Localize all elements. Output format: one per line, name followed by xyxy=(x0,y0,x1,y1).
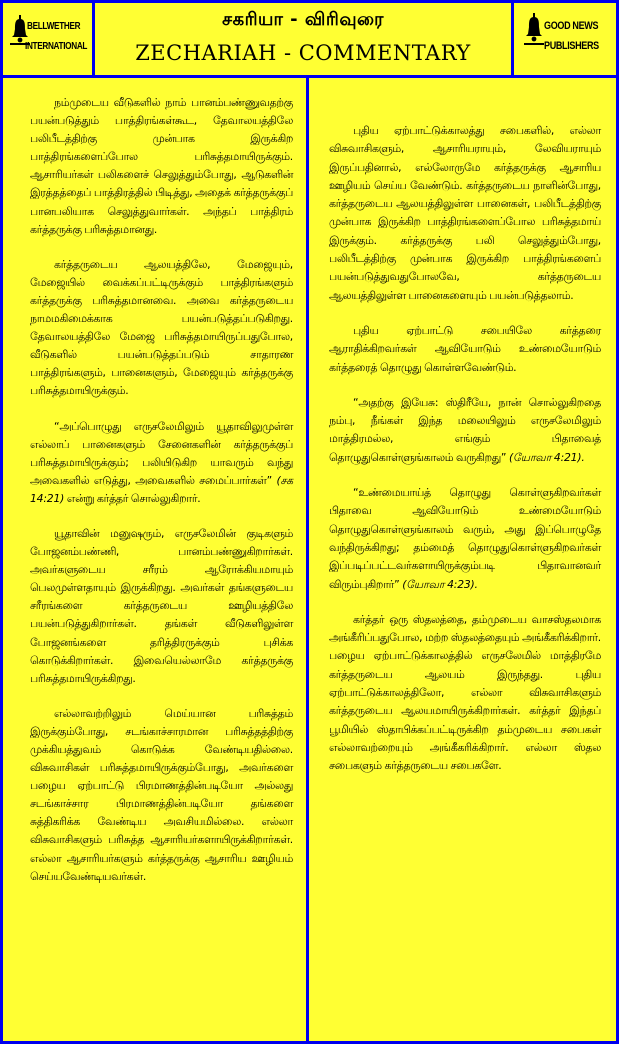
left-quote-tail: என்று கர்த்தர் சொல்லுகிறார். xyxy=(66,491,201,505)
header-title-box xyxy=(95,3,511,75)
title-tamil: சகரியா - விரிவுரை xyxy=(222,9,384,30)
right-paragraph-1: புதிய ஏற்பாட்டுக்காலத்து சபைகளில், எல்லா விசுவாசிகளும், ஆசாரியராயும், லேவியராயும் இருப்பதினால், எல்லோருமே கர்த்தருக்கு ஆசாரிய ஊழியம் செய்ய வேண்டும். கர்த்தருடைய நாளின்போது, கர்த்தருடைய ஆலயத்திலுள்ள பானைகள், பலிபீடத்திற்கு முன்பாக இருக்கிற பாத்திரங்களைப்போல பரிசுத்தமாய் இருக்கும். கர்த்தருக்கு பலி செலுத்தும்போது, பலிபீடத்திற்கு முன்பாக இருக்கிற பாத்திரங்களைப் பயன்படுத்துவதுபோலவே, கர்த்தருடைய ஆலயத்திலுள்ள பானைகளையும் பயன்படுத்தலாம். xyxy=(329,124,601,302)
right-quote-john-4-23: “உண்மையாய்த் தொழுது கொள்ளுகிறவர்கள் பிதாவை ஆவியோடும் உண்மையோடும் தொழுதுகொள்ளுங்காலம் வரும், அது இப்பொழுதே வந்திருக்கிறது; தம்மைத் தொழுதுகொள்ளுகிறவர்கள் இப்படிப்பட்டவர்களாயிருக்கும்படி பிதாவானவர் விரும்புகிறார்” xyxy=(329,486,601,591)
left-column xyxy=(3,78,306,1041)
left-paragraph-4: யூதாவின் மனுஷரும், எருசலேமின் குடிகளும் போஜனம்பண்ணி, பானம்பண்ணுகிறார்கள். அவர்களுடைய சரீரம் ஆரோக்கியமாயும் பெலமுள்ளதாயும் இருக்கிறது. அவர்கள் தங்களுடைய சரீரங்களை கர்த்தருடைய ஊழியத்திலே பயன்படுத்துகிறார்கள். தங்கள் வீடுகளிலுள்ள போஜனங்களை தரித்திரருக்கும் புசிக்க கொடுக்கிறார்கள். இவையெல்லாமே கர்த்தருக்கு பரிசுத்தமாயிருக்கிறது. xyxy=(30,526,293,685)
right-paragraph-5: கர்த்தர் ஒரு ஸ்தலத்தை, தம்முடைய வாசஸ்தலமாக அங்கீரிப்பதுபோல, மற்ற ஸ்தலத்தையும் அங்கீகரிக்கிறார். பழைய ஏற்பாட்டுக்காலத்தில் எருசலேமில் மாத்திரமே கர்த்தருடைய ஆலயம் இருந்தது. புதிய ஏற்பாட்டுக்காலத்திலோ, எல்லா விசுவாசிகளும் கர்த்தருடைய ஆலயமாயிருக்கிறார்கள். கர்த்தர் இந்தப் பூமியில் ஸ்தாபிக்கப்பட்டிருக்கிற தம்முடைய சபைகள் எல்லாவற்றையும் அங்கீகரிக்கிறார். எல்லா ஸ்தல சபைகளும் கர்த்தருடைய சபைகளே. xyxy=(329,612,601,773)
left-paragraph-5: எல்லாவற்றிலும் மெய்யான பரிசுத்தம் இருக்கும்போது, சடங்காச்சாரமான பரிசுத்தத்திற்கு முக்கியத்துவம் கொடுக்க வேண்டியதில்லை. விசுவாசிகள் பரிசுத்தமாயிருக்கும்போது, அவர்களை பழைய ஏற்பாட்டு பிரமாணத்தின்படியோ அல்லது சடங்காச்சார பிரமாணத்தின்படியோ தங்களை சுத்திகரிக்க வேண்டிய அவசியமில்லை. எல்லா விசுவாசிகளும் பரிசுத்த ஆசாரியர்களாயிருக்கிறார்கள். எல்லா ஆசாரியர்களும் கர்த்தருக்கு ஆசாரிய ஊழியம் செய்யவேண்டியவர்கள். xyxy=(30,706,293,883)
right-scripture-ref-2: (யோவா 4:23). xyxy=(402,577,478,591)
right-paragraph-2: புதிய ஏற்பாட்டு சபையிலே கர்த்தரை ஆராதிக்கிறவர்கள் ஆவியோடும் உண்மையோடும் கர்த்தரைத் தொழுது கொள்ளவேண்டும். xyxy=(329,323,601,374)
right-column xyxy=(309,78,616,1041)
left-quote-zech-14-21: “அப்பொழுது எருசலேமிலும் யூதாவிலுமுள்ள எல்லாப் பானைகளும் சேனைகளின் கர்த்தருக்குப் பரிசுத்தமாயிருக்கும்; பலியிடுகிற யாவரும் வந்து அவைகளில் எடுத்து, அவைகளில் சமைப்பார்கள்” xyxy=(30,419,293,487)
right-paragraph-4 xyxy=(329,484,601,594)
left-paragraph-3 xyxy=(30,418,293,508)
bellwether-logo-line2: INTERNATIONAL xyxy=(25,41,88,52)
left-paragraph-2: கர்த்தருடைய ஆலயத்திலே, மேஜையும், மேஜையில் வைக்கப்பட்டிருக்கும் பாத்திரங்களும் கர்த்தருக்கு பரிசுத்தமானவை. அவை கர்த்தருடைய நாமமகிமைக்காக பயன்படுத்தப்படுகிறது. தேவாலயத்திலே மேஜை பரிசுத்தமாயிருப்பதுபோல, வீடுகளில் பயன்படுத்தப்படும் சாதாரண பாத்திரங்களும், பானைகளும், மேஜையும் கர்த்தருக்கு பரிசுத்தமாயிருக்கும். xyxy=(30,257,293,398)
bellwether-logo xyxy=(3,3,92,75)
right-paragraph-3 xyxy=(329,394,601,467)
good-news-logo-line1: GOOD NEWS xyxy=(544,20,599,32)
right-quote-john-4-21: “அதற்கு இயேசு: ஸ்திரீயே, நான் சொல்லுகிறதை நம்பு, நீங்கள் இந்த மலையிலும் எருசலேமிலும் மாத்திரமல்ல, எங்கும் பிதாவைத் தொழுதுகொள்ளுங்காலம் வருகிறது” xyxy=(329,395,601,464)
good-news-logo-line2: PUBLISHERS xyxy=(544,40,599,52)
left-paragraph-1: நம்முடைய வீடுகளில் நாம் பானம்பண்ணுவதற்கு பயன்படுத்தும் பாத்திரங்கள்கூட, தேவாலயத்திலே பலிபீடத்திற்கு முன்பாக இருக்கிற பாத்திரங்களைப்போல பரிசுத்தமாயிருக்கும். ஆசாரியர்கள் பலிகளைச் செலுத்தும்போது, ஆடுகளின் இரத்தத்தைப் பாத்திரத்தில் பிடித்து, அதைக் கர்த்தருக்குப் பானபலியாக செலுத்துவார்கள். அந்தப் பாத்திரம் கர்த்தருக்கு பரிசுத்தமானது. xyxy=(30,96,293,236)
right-scripture-ref-1: (யோவா 4:21). xyxy=(509,450,585,464)
bell-icon xyxy=(524,13,544,45)
good-news-logo xyxy=(514,3,616,75)
left-scripture-ref: (சக 14:21) xyxy=(30,473,294,505)
bellwether-logo-line1: BELLWETHER xyxy=(27,21,81,32)
title-english: ZECHARIAH - COMMENTARY xyxy=(135,41,471,65)
